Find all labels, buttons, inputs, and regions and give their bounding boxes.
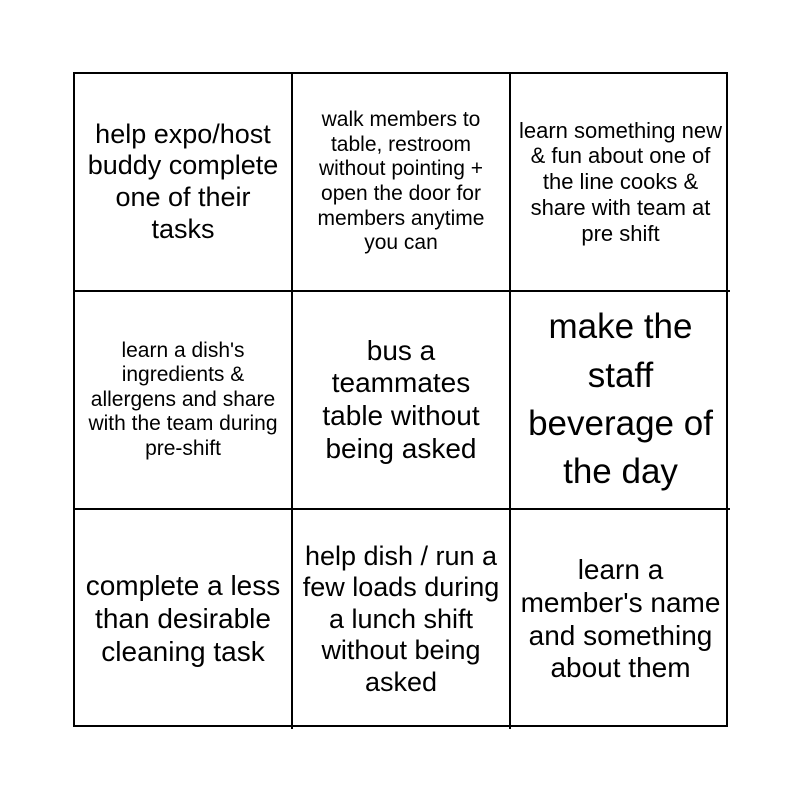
bingo-board [73,72,728,727]
bingo-square[interactable] [511,510,730,729]
bingo-square-text: complete a less than desirable cleaning task [85,570,281,667]
bingo-square-text: learn a dish's ingredients & allergens and share with the team during pre-shift [88,338,278,460]
bingo-square-text: learn something new & fun about one of the line cooks & share with team at pre shift [519,117,723,246]
bingo-square[interactable] [511,74,730,292]
bingo-square[interactable] [293,510,511,729]
bingo-square[interactable] [75,292,293,510]
bingo-square[interactable] [75,74,293,292]
bingo-square-text: learn a member's name and something about them [520,554,721,684]
bingo-square-text: walk members to table, restroom without pointing + open the door for members anytime you can [317,108,485,255]
bingo-square[interactable] [293,292,511,510]
bingo-square[interactable] [293,74,511,292]
bingo-square[interactable] [75,510,293,729]
bingo-square-text: bus a teammates table without being asked [322,334,480,464]
bingo-square-text: make the staff beverage of the day [528,307,713,492]
bingo-square-text: help expo/host buddy complete one of their tasks [87,118,279,244]
bingo-square[interactable] [511,292,730,510]
bingo-square-text: help dish / run a few loads during a lunch shift without being asked [302,540,500,697]
